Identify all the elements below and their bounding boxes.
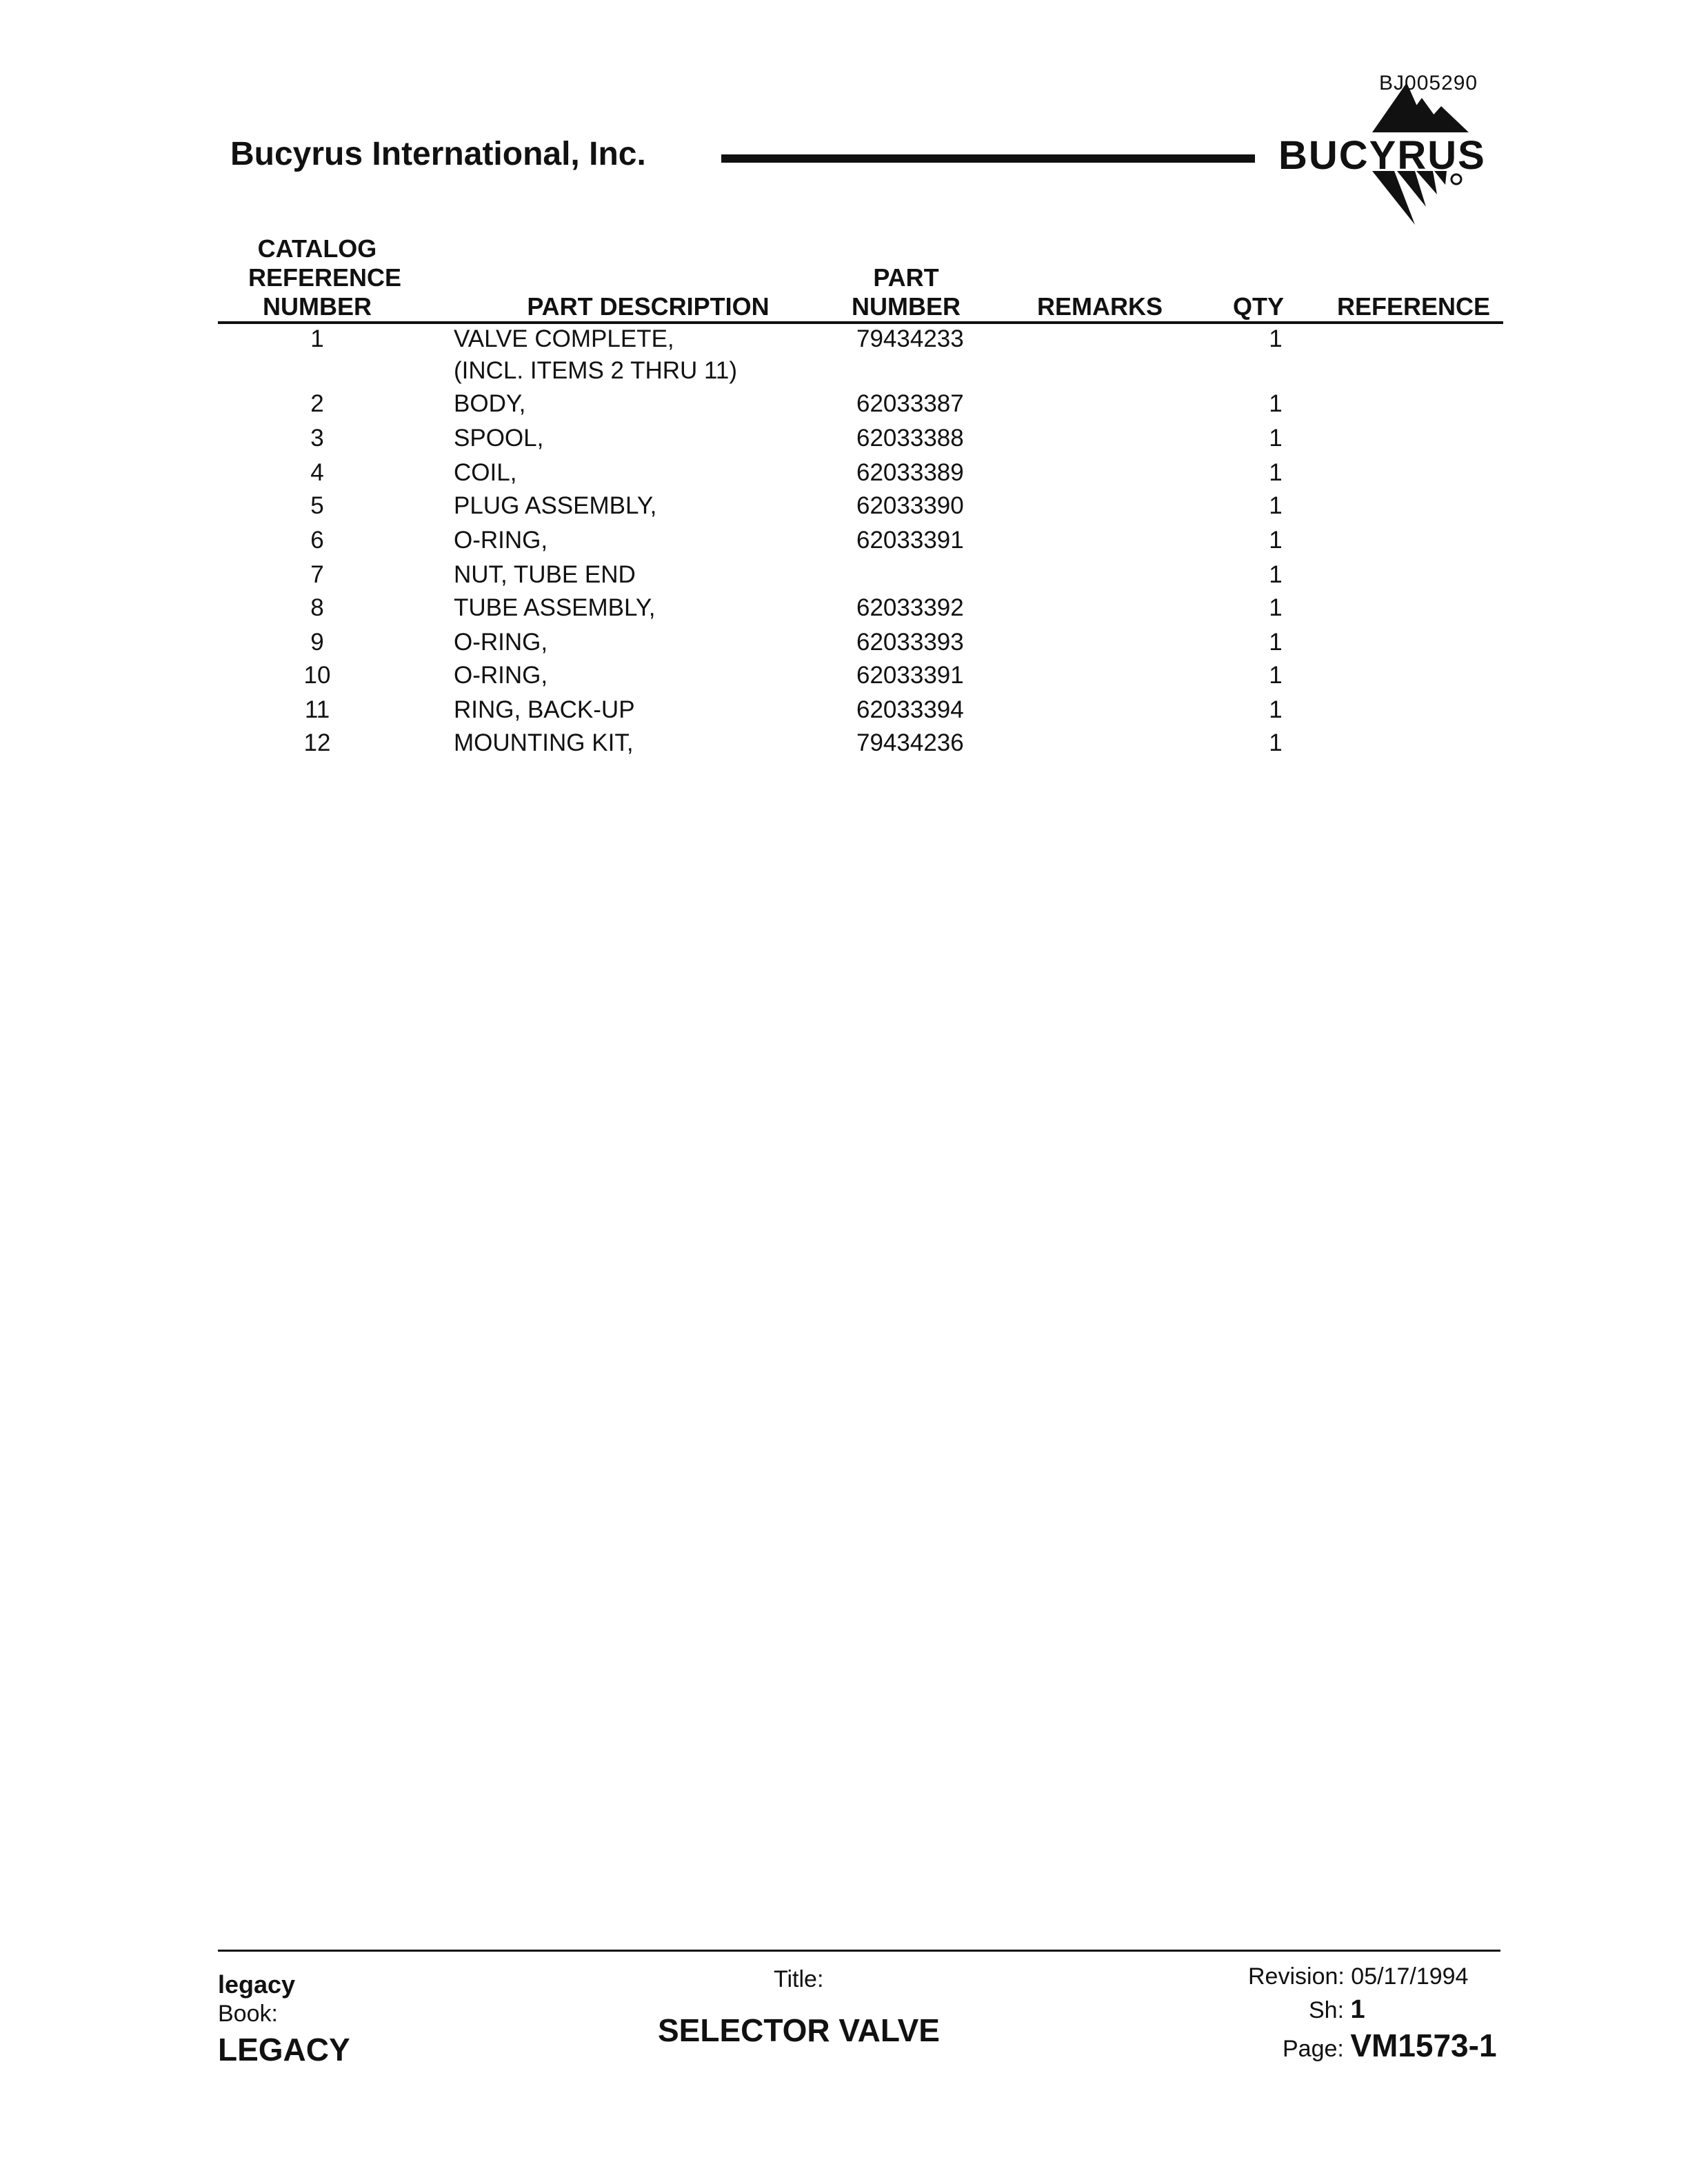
- row-description-continued: (INCL. ITEMS 2 THRU 11): [454, 357, 737, 384]
- col-head-qty: QTY: [1232, 292, 1284, 321]
- table-row: [0, 492, 1688, 527]
- row-part-number: 62033392: [856, 594, 964, 621]
- row-catalog-number: 10: [303, 662, 331, 689]
- row-description: O-RING,: [454, 527, 548, 554]
- row-qty: 1: [1269, 459, 1283, 486]
- row-description: NUT, TUBE END: [454, 561, 636, 588]
- row-part-number: 62033387: [856, 390, 964, 417]
- row-qty: 1: [1269, 729, 1283, 756]
- footer-page-value: VM1573-1: [1350, 2028, 1497, 2063]
- row-qty: 1: [1269, 390, 1283, 417]
- row-part-number: 79434233: [856, 325, 964, 352]
- row-catalog-number: 9: [310, 629, 324, 656]
- row-description: O-RING,: [454, 662, 548, 689]
- row-description: PLUG ASSEMBLY,: [454, 492, 657, 519]
- row-part-number: 62033394: [856, 696, 964, 723]
- col-head-catalog-line1: CATALOG: [257, 234, 377, 263]
- bucyrus-logo: [1269, 83, 1524, 234]
- col-head-catalog-ref: [248, 234, 402, 321]
- footer-revision-label: Revision:: [1248, 1963, 1345, 1990]
- footer-sheet-value: 1: [1350, 1995, 1365, 2024]
- row-catalog-number: 2: [310, 390, 324, 417]
- table-row: [0, 729, 1688, 764]
- row-description: RING, BACK-UP: [454, 696, 635, 723]
- footer-revision: [1248, 1963, 1468, 1990]
- logo-wordmark: BUCYRUS: [1278, 133, 1486, 178]
- col-head-part-line1: PART: [873, 263, 939, 292]
- footer-source: legacy: [218, 1970, 296, 1999]
- col-head-remarks: REMARKS: [1036, 292, 1163, 321]
- footer-sheet: [1309, 1995, 1365, 2025]
- row-qty: 1: [1269, 561, 1283, 588]
- row-part-number: 62033388: [856, 425, 964, 452]
- row-qty: 1: [1269, 527, 1283, 554]
- footer-page: [1283, 2027, 1497, 2064]
- row-description: MOUNTING KIT,: [454, 729, 634, 756]
- row-catalog-number: 6: [310, 527, 324, 554]
- row-description: BODY,: [454, 390, 526, 417]
- col-head-part-number: [844, 263, 968, 321]
- footer-title-value: SELECTOR VALVE: [658, 2012, 940, 2048]
- row-catalog-number: 7: [310, 561, 324, 588]
- row-catalog-number: 3: [310, 425, 324, 452]
- footer-book-label: Book:: [218, 2001, 278, 2027]
- row-qty: 1: [1269, 425, 1283, 452]
- table-row-continuation: [0, 357, 1688, 392]
- table-row: [0, 594, 1688, 629]
- table-row: [0, 662, 1688, 696]
- row-catalog-number: 1: [310, 325, 324, 352]
- table-row: [0, 390, 1688, 425]
- row-description: TUBE ASSEMBLY,: [454, 594, 656, 621]
- table-row: [0, 425, 1688, 459]
- row-qty: 1: [1269, 662, 1283, 689]
- footer-sheet-label: Sh:: [1309, 1997, 1345, 2023]
- row-catalog-number: 8: [310, 594, 324, 621]
- table-header-rule: [218, 321, 1503, 324]
- col-head-catalog-line3: NUMBER: [263, 292, 372, 321]
- row-catalog-number: 11: [304, 696, 330, 723]
- row-part-number: 62033393: [856, 629, 964, 656]
- row-qty: 1: [1269, 696, 1283, 723]
- table-row: [0, 561, 1688, 596]
- row-catalog-number: 5: [310, 492, 324, 519]
- document-id: BJ005290: [1379, 72, 1478, 94]
- row-qty: 1: [1269, 594, 1283, 621]
- row-qty: 1: [1269, 629, 1283, 656]
- row-description: O-RING,: [454, 629, 548, 656]
- table-row: [0, 527, 1688, 561]
- footer-book-value: LEGACY: [218, 2032, 350, 2067]
- row-qty: 1: [1269, 325, 1283, 352]
- footer-page-label: Page:: [1283, 2036, 1344, 2062]
- footer-rule: [218, 1950, 1500, 1952]
- table-row: [0, 325, 1688, 360]
- row-part-number: 62033391: [856, 527, 964, 554]
- row-part-number: 62033390: [856, 492, 964, 519]
- col-head-reference: REFERENCE: [1336, 292, 1491, 321]
- footer-revision-value: 05/17/1994: [1351, 1963, 1469, 1990]
- col-head-catalog-line2: REFERENCE: [248, 263, 402, 292]
- row-description: SPOOL,: [454, 425, 544, 452]
- table-row: [0, 629, 1688, 663]
- row-catalog-number: 4: [310, 459, 324, 486]
- row-part-number: 62033389: [856, 459, 964, 486]
- company-name: Bucyrus International, Inc.: [230, 136, 646, 172]
- table-row: [0, 696, 1688, 731]
- row-description: VALVE COMPLETE,: [454, 325, 674, 352]
- row-description: COIL,: [454, 459, 517, 486]
- col-head-part-description: PART DESCRIPTION: [527, 292, 770, 321]
- footer-title-label: Title:: [774, 1966, 824, 1992]
- table-row: [0, 459, 1688, 494]
- row-part-number: 79434236: [856, 729, 964, 756]
- header-rule: [721, 154, 1255, 163]
- col-head-part-line2: NUMBER: [852, 292, 961, 321]
- row-catalog-number: 12: [303, 729, 331, 756]
- row-part-number: 62033391: [856, 662, 964, 689]
- row-qty: 1: [1269, 492, 1283, 519]
